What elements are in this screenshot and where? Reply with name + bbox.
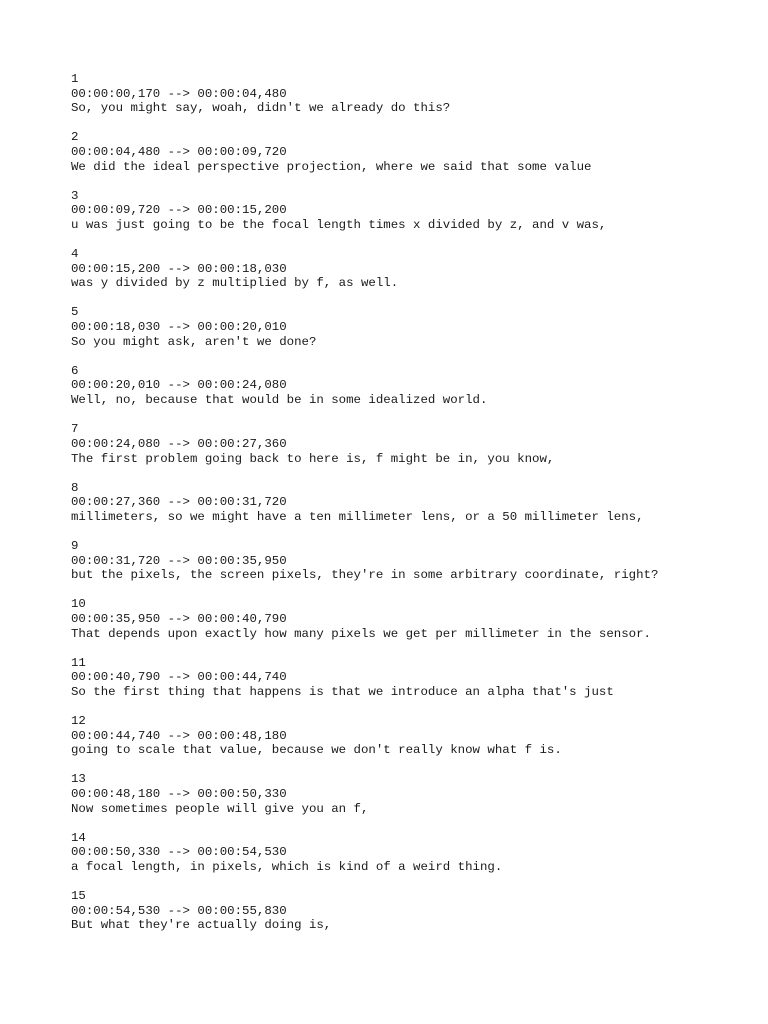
cue-timestamp: 00:00:15,200 --> 00:00:18,030 (71, 261, 287, 276)
subtitle-cue (71, 247, 768, 291)
cue-timestamp: 00:00:40,790 --> 00:00:44,740 (71, 670, 287, 685)
cue-index: 9 (71, 538, 79, 553)
subtitle-cue (71, 72, 768, 116)
cue-index: 4 (71, 247, 79, 262)
cue-index: 12 (71, 713, 86, 728)
cue-timestamp: 00:00:09,720 --> 00:00:15,200 (71, 203, 287, 218)
cue-index: 2 (71, 130, 79, 145)
cue-text: Now sometimes people will give you an f, (71, 801, 369, 816)
cue-index: 8 (71, 480, 79, 495)
cue-text: The first problem going back to here is, f might be in, you know, (71, 451, 555, 466)
subtitle-document (71, 72, 768, 947)
cue-text: But what they're actually doing is, (71, 918, 332, 933)
cue-timestamp: 00:00:50,330 --> 00:00:54,530 (71, 845, 287, 860)
cue-index: 3 (71, 188, 79, 203)
cue-text: We did the ideal perspective projection, where we said that some value (71, 159, 592, 174)
cue-text: So the first thing that happens is that we introduce an alpha that's just (71, 684, 614, 699)
cue-text: u was just going to be the focal length times x divided by z, and v was, (71, 218, 607, 233)
cue-timestamp: 00:00:31,720 --> 00:00:35,950 (71, 553, 287, 568)
cue-index: 14 (71, 830, 86, 845)
cue-text: millimeters, so we might have a ten millimeter lens, or a 50 millimeter lens, (71, 509, 644, 524)
subtitle-cue (71, 130, 768, 174)
cue-timestamp: 00:00:27,360 --> 00:00:31,720 (71, 495, 287, 510)
cue-timestamp: 00:00:24,080 --> 00:00:27,360 (71, 436, 287, 451)
subtitle-cue (71, 422, 768, 466)
subtitle-cue (71, 597, 768, 641)
cue-text: So you might ask, aren't we done? (71, 334, 317, 349)
cue-text: That depends upon exactly how many pixels we get per millimeter in the sensor. (71, 626, 651, 641)
cue-text: a focal length, in pixels, which is kind of a weird thing. (71, 860, 503, 875)
cue-index: 11 (71, 655, 86, 670)
cue-timestamp: 00:00:18,030 --> 00:00:20,010 (71, 320, 287, 335)
cue-text: but the pixels, the screen pixels, they're in some arbitrary coordinate, right? (71, 568, 659, 583)
subtitle-cue (71, 481, 768, 525)
subtitle-cue (71, 189, 768, 233)
cue-index: 10 (71, 597, 86, 612)
cue-timestamp: 00:00:20,010 --> 00:00:24,080 (71, 378, 287, 393)
subtitle-cue (71, 831, 768, 875)
cue-timestamp: 00:00:35,950 --> 00:00:40,790 (71, 611, 287, 626)
subtitle-cue (71, 772, 768, 816)
cue-timestamp: 00:00:44,740 --> 00:00:48,180 (71, 728, 287, 743)
cue-text: was y divided by z multiplied by f, as well. (71, 276, 399, 291)
cue-timestamp: 00:00:00,170 --> 00:00:04,480 (71, 86, 287, 101)
cue-index: 7 (71, 422, 79, 437)
cue-index: 6 (71, 363, 79, 378)
cue-timestamp: 00:00:54,530 --> 00:00:55,830 (71, 903, 287, 918)
subtitle-cue (71, 714, 768, 758)
cue-text: So, you might say, woah, didn't we already do this? (71, 101, 451, 116)
cue-index: 15 (71, 889, 86, 904)
subtitle-cue (71, 539, 768, 583)
cue-timestamp: 00:00:48,180 --> 00:00:50,330 (71, 787, 287, 801)
cue-text: going to scale that value, because we don't really know what f is. (71, 743, 562, 758)
subtitle-cue (71, 305, 768, 349)
cue-index: 13 (71, 772, 86, 787)
cue-index: 5 (71, 305, 79, 320)
subtitle-cue (71, 889, 768, 933)
cue-index: 1 (71, 72, 79, 86)
subtitle-cue (71, 656, 768, 700)
cue-timestamp: 00:00:04,480 --> 00:00:09,720 (71, 145, 287, 160)
cue-text: Well, no, because that would be in some idealized world. (71, 393, 488, 408)
subtitle-cue (71, 364, 768, 408)
